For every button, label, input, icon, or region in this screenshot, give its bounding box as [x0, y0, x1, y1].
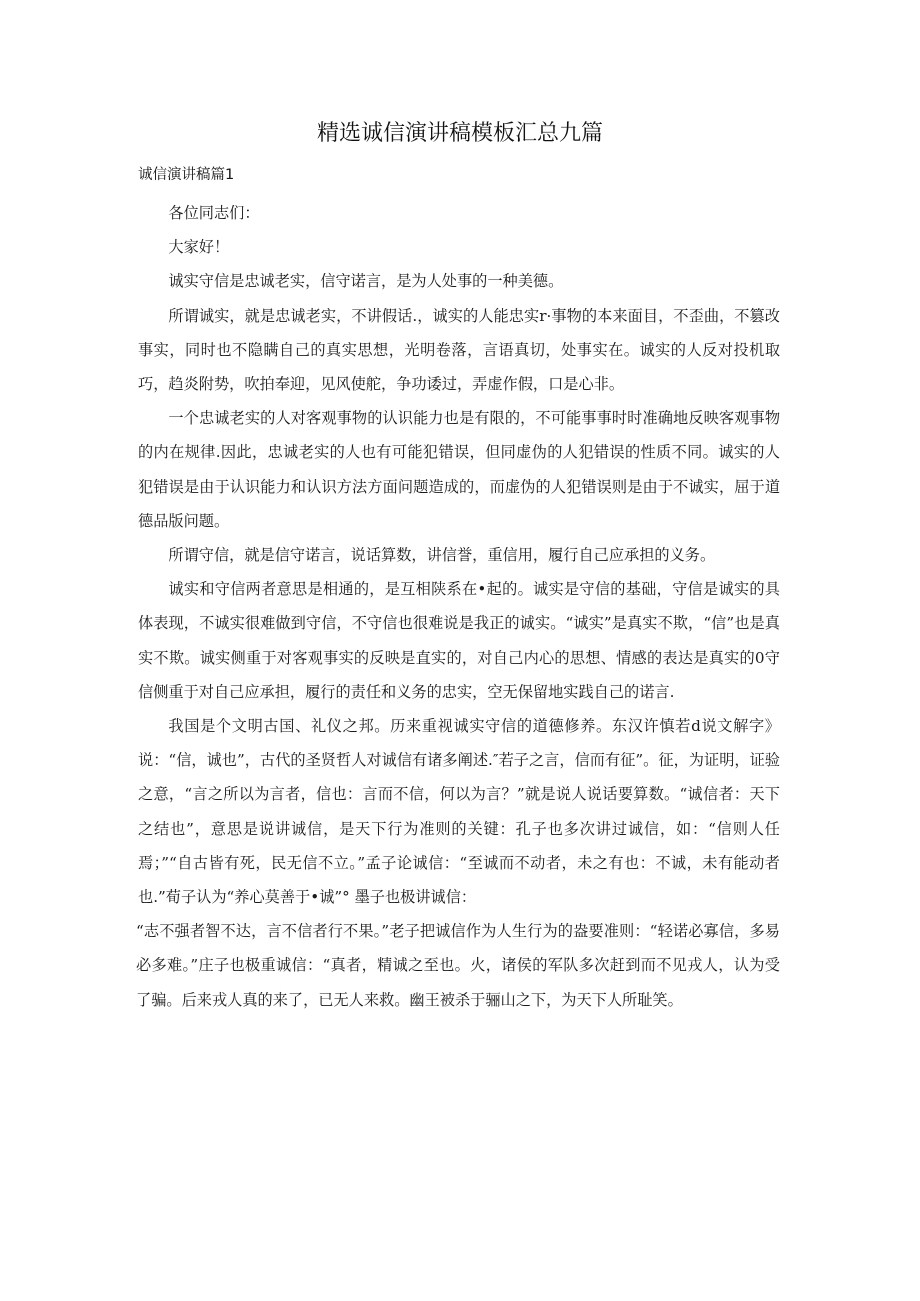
- document-title: 精选诚信演讲稿模板汇总九篇: [316, 121, 603, 146]
- paragraph-honesty-definition: 所谓诚实，就是忠诚老实，不讲假话.，诚实的人能忠实r·事物的本来面目，不歪曲，不篡改事实，同时也不隐瞒自己的真实思想，光明卷落，言语真切，处事实在。诚实的人反对投机取巧，趋炎附势，吹拍奉迎，见风使舵，争功诿过，弄虚作假，口是心非。: [138, 306, 780, 394]
- section-heading: 诚信演讲稿篇1: [138, 167, 235, 183]
- document-body: [138, 196, 780, 1017]
- paragraph-honesty-and-trust: 诚实和守信两者意思是相通的，是互相陕系在•起的。诚实是守信的基础，守信是诚实的具体表现，不诚实很难做到守信，不守信也很难说是我正的诚实。“诚实”是真实不欺，“信”也是真实不欺。诚实侧重于对客观事实的反映是直实的，对自己内心的思想、情感的表达是真实的0守信侧重于对自己应承担，履行的责任和义务的忠实，空无保留地实践自己的诺言.: [138, 580, 780, 701]
- paragraph-honest-mistakes: 一个忠诚老实的人对客观事物的认识能力也是有限的，不可能事事时时准确地反映客观事物的内在规律.因此，忠诚老实的人也有可能犯错误，但同虚伪的人犯错误的性质不同。诚实的人犯错误是由于认识能力和认识方法方面问题造成的，而虚伪的人犯错误则是由于不诚实，屈于道德品版问题。: [138, 409, 780, 530]
- paragraph-history: 我国是个文明古国、礼仪之邦。历来重视诚实守信的道德修养。东汉许慎若d说文解字》说：“信，诚也”，古代的圣贤哲人对诚信有诸多阐述.″若子之言，信而有征”。征，为证明，证验之意，“言之所以为言者，信也：言而不信，何以为言？”就是说人说话要算数。“诚信者：天下之结也”，意思是说讲诚信，是天下行为准则的关键：孔子也多次讲过诚信，如：“信则人任焉；”“自古皆有死，民无信不立。”孟子论诚信：“至诚而不动者，未之有也：不诚，未有能动者也.”荀子认为“养心莫善于•诚”° 墨子也极讲诚信：: [138, 717, 780, 907]
- paragraph-trust-definition: 所谓守信，就是信守诺言，说话算数，讲信誉，重信用，履行自己应承担的义务。: [168, 546, 716, 565]
- paragraph-salutation: 各位同志们：: [168, 204, 260, 222]
- paragraph-thesis: 诚实守信是忠诚老实，信守诺言，是为人处事的一种美德。: [168, 272, 564, 291]
- paragraph-quotes: “志不强者智不达，言不信者行不果。”老子把诚信作为人生行为的盎要准则：“轻诺必寡信，多易必多难。”庄子也极重诚信：“真者，精诚之至也。火，诸侯的军队多次赶到而不见戎人，认为受了骗。后来戎人真的来了，已无人来救。幽王被杀于骊山之下，为天下人所耻笑。: [136, 922, 780, 1009]
- paragraph-greeting: 大家好！: [168, 238, 230, 257]
